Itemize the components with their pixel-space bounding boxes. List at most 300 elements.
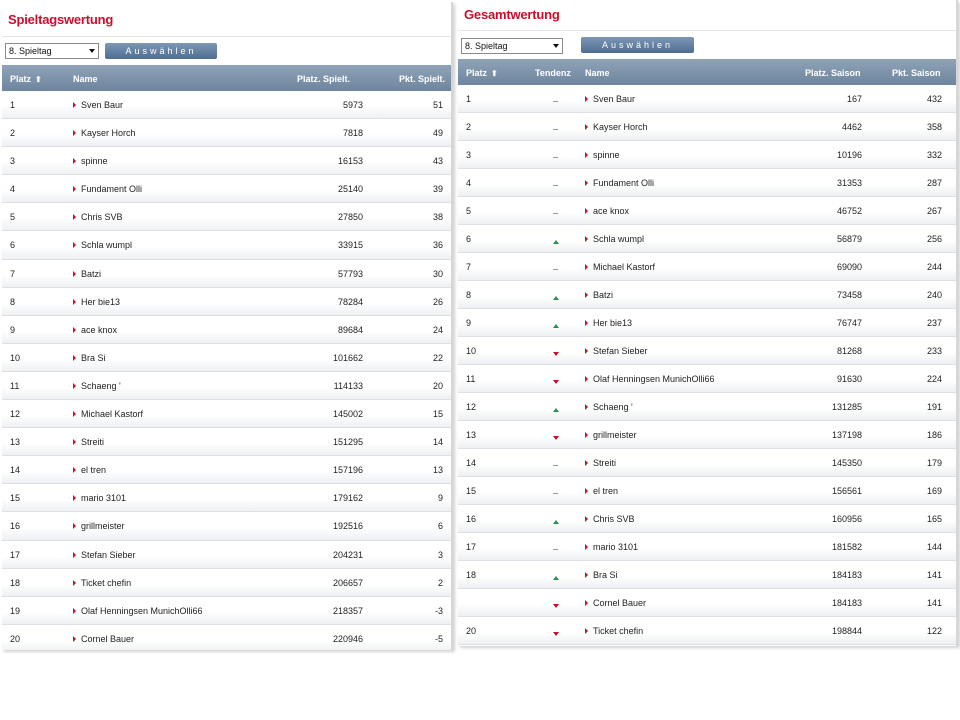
cell-platz-saison: 181582 <box>831 542 862 552</box>
cell-platz: 6 <box>10 240 16 251</box>
cell-tendenz <box>553 292 559 302</box>
arrow-right-icon <box>585 376 588 382</box>
table-row <box>458 337 956 365</box>
cell-platz: 16 <box>10 521 21 532</box>
player-name-link[interactable]: Stefan Sieber <box>81 549 136 560</box>
player-name-link[interactable]: Schaeng ' <box>81 380 121 391</box>
table-row <box>458 141 956 169</box>
table-row <box>458 253 956 281</box>
arrow-right-icon <box>73 608 76 614</box>
cell-name[interactable] <box>73 156 108 166</box>
cell-tendenz <box>553 404 559 414</box>
cell-name[interactable] <box>585 122 648 132</box>
cell-platz-spielt: 7818 <box>342 128 363 139</box>
cell-platz-spielt: 218357 <box>332 605 363 616</box>
cell-platz-spielt: 27850 <box>337 212 363 223</box>
table-row <box>2 569 451 597</box>
cell-pkt-spielt: 3 <box>437 549 443 560</box>
table-row <box>2 316 451 344</box>
table-row <box>458 365 956 393</box>
cell-tendenz <box>553 600 559 610</box>
cell-name[interactable] <box>73 212 123 222</box>
player-name-link[interactable]: Schla wumpl <box>81 240 133 251</box>
dash-icon <box>553 213 558 214</box>
player-name-link[interactable]: Stefan Sieber <box>593 346 648 356</box>
triangle-up-icon <box>553 408 559 412</box>
arrow-right-icon <box>73 411 76 417</box>
triangle-down-icon <box>553 436 559 440</box>
select-value: 8. Spieltag <box>465 41 508 51</box>
cell-pkt-spielt: 13 <box>432 465 443 476</box>
cell-platz-saison: 137198 <box>831 430 862 440</box>
player-name-link[interactable]: Chris SVB <box>593 514 635 524</box>
arrow-right-icon <box>73 271 76 277</box>
player-name-link[interactable]: spinne <box>593 150 620 160</box>
cell-platz: 18 <box>466 570 477 580</box>
player-name-link[interactable]: Michael Kastorf <box>593 262 656 272</box>
player-name-link[interactable]: Olaf Henningsen MunichOlli66 <box>593 374 715 384</box>
player-name-link[interactable]: Her bie13 <box>593 318 633 328</box>
arrow-right-icon <box>73 383 76 389</box>
cell-platz-saison: 131285 <box>831 402 862 412</box>
dash-icon <box>553 269 558 270</box>
triangle-down-icon <box>553 604 559 608</box>
header-platz-saison[interactable]: Platz. Saison <box>805 68 861 78</box>
cell-name[interactable] <box>585 402 633 412</box>
cell-name[interactable] <box>73 465 106 475</box>
cell-platz: 8 <box>10 296 16 307</box>
cell-platz: 9 <box>10 324 16 335</box>
player-name-link[interactable]: mario 3101 <box>81 493 127 504</box>
cell-name[interactable] <box>73 437 104 447</box>
header-tendenz[interactable]: Tendenz <box>535 68 571 78</box>
cell-platz-spielt: 16153 <box>337 156 363 167</box>
cell-pkt-spielt: 49 <box>432 128 443 139</box>
table-row <box>458 281 956 309</box>
dash-icon <box>553 101 558 102</box>
right-table-body <box>458 85 956 645</box>
cell-tendenz <box>553 516 559 526</box>
cell-pkt-spielt: 9 <box>437 493 443 504</box>
cell-pkt-spielt: 14 <box>432 437 443 448</box>
player-name-link[interactable]: Her bie13 <box>81 296 121 307</box>
cell-platz: 13 <box>466 430 477 440</box>
cell-pkt-spielt: -3 <box>434 605 443 616</box>
table-row <box>458 561 956 589</box>
cell-platz-saison: 73458 <box>836 290 862 300</box>
cell-platz: 6 <box>466 234 472 244</box>
arrow-right-icon <box>73 327 76 333</box>
table-row <box>2 175 451 203</box>
arrow-right-icon <box>585 488 588 494</box>
divider <box>2 36 451 37</box>
cell-platz-saison: 198844 <box>831 626 862 636</box>
cell-platz-saison: 4462 <box>841 122 862 132</box>
cell-pkt-spielt: 15 <box>432 409 443 420</box>
cell-tendenz <box>553 208 558 218</box>
cell-name[interactable] <box>73 184 142 194</box>
table-row <box>2 484 451 512</box>
cell-pkt-saison: 358 <box>926 122 942 132</box>
cell-platz: 19 <box>10 605 21 616</box>
cell-platz-saison: 156561 <box>831 486 862 496</box>
cell-platz-saison: 145350 <box>831 458 862 468</box>
cell-name[interactable] <box>73 606 203 616</box>
triangle-down-icon <box>553 380 559 384</box>
cell-name[interactable] <box>585 346 648 356</box>
triangle-up-icon <box>553 576 559 580</box>
arrow-right-icon <box>585 516 588 522</box>
cell-name[interactable] <box>585 430 637 440</box>
arrow-right-icon <box>73 355 76 361</box>
player-name-link[interactable]: Streiti <box>81 437 105 448</box>
arrow-right-icon <box>73 299 76 305</box>
cell-platz: 15 <box>466 486 477 496</box>
cell-name[interactable] <box>585 514 635 524</box>
cell-pkt-saison: 191 <box>926 402 942 412</box>
table-row <box>2 428 451 456</box>
cell-platz-saison: 81268 <box>836 346 862 356</box>
arrow-right-icon <box>585 348 588 354</box>
cell-platz-saison: 76747 <box>836 318 862 328</box>
header-name[interactable]: Name <box>73 74 98 84</box>
cell-pkt-saison: 432 <box>926 94 942 104</box>
table-row <box>2 597 451 625</box>
player-name-link[interactable]: Cornel Bauer <box>593 598 647 608</box>
cell-platz: 5 <box>10 212 16 223</box>
cell-platz-spielt: 192516 <box>332 521 363 532</box>
cell-name[interactable] <box>73 100 123 110</box>
cell-pkt-saison: 244 <box>926 262 942 272</box>
arrow-right-icon <box>585 320 588 326</box>
auswaehlen-button[interactable]: Auswählen <box>581 37 694 53</box>
cell-platz-saison: 31353 <box>836 178 862 188</box>
arrow-right-icon <box>585 544 588 550</box>
player-name-link[interactable]: Kayser Horch <box>81 128 136 139</box>
table-header <box>2 65 451 91</box>
table-row <box>458 225 956 253</box>
table-row <box>458 113 956 141</box>
cell-name[interactable] <box>73 409 143 419</box>
cell-platz: 2 <box>10 128 16 139</box>
cell-name[interactable] <box>73 240 132 250</box>
dash-icon <box>553 465 558 466</box>
table-row <box>2 288 451 316</box>
cell-platz-saison: 91630 <box>836 374 862 384</box>
cell-platz-spielt: 204231 <box>332 549 363 560</box>
spieltag-select[interactable] <box>5 43 99 59</box>
divider <box>458 30 956 31</box>
cell-platz-saison: 69090 <box>836 262 862 272</box>
arrow-right-icon <box>73 186 76 192</box>
arrow-right-icon <box>585 208 588 214</box>
cell-name[interactable] <box>73 128 136 138</box>
cell-name[interactable] <box>73 521 125 531</box>
arrow-right-icon <box>73 552 76 558</box>
arrow-right-icon <box>585 124 588 130</box>
triangle-up-icon <box>553 296 559 300</box>
cell-platz-spielt: 78284 <box>337 296 363 307</box>
cell-platz: 3 <box>10 156 16 167</box>
header-name[interactable]: Name <box>585 68 610 78</box>
cell-name[interactable] <box>585 542 638 552</box>
table-row <box>2 119 451 147</box>
cell-tendenz <box>553 544 558 554</box>
cell-platz: 17 <box>10 549 21 560</box>
player-name-link[interactable]: ace knox <box>593 206 630 216</box>
header-pkt-saison[interactable]: Pkt. Saison <box>892 68 941 78</box>
table-header <box>458 59 956 85</box>
cell-platz: 14 <box>466 458 477 468</box>
cell-name[interactable] <box>585 458 616 468</box>
cell-pkt-saison: 267 <box>926 206 942 216</box>
cell-pkt-spielt: 51 <box>432 100 443 110</box>
table-row <box>2 541 451 569</box>
cell-tendenz <box>553 572 559 582</box>
triangle-up-icon <box>553 324 559 328</box>
cell-platz: 17 <box>466 542 477 552</box>
chevron-down-icon <box>89 49 95 53</box>
player-name-link[interactable]: Streiti <box>593 458 617 468</box>
cell-pkt-spielt: 39 <box>432 184 443 195</box>
header-platz-label: Platz <box>10 74 32 84</box>
cell-pkt-spielt: 20 <box>432 380 443 391</box>
cell-platz: 1 <box>466 94 472 104</box>
cell-name[interactable] <box>585 206 629 216</box>
cell-pkt-spielt: 38 <box>432 212 443 223</box>
cell-platz: 20 <box>466 626 477 636</box>
select-value: 8. Spieltag <box>9 46 52 56</box>
panel-title: Spieltagswertung <box>8 12 114 27</box>
player-name-link[interactable]: spinne <box>81 156 108 167</box>
triangle-up-icon <box>553 240 559 244</box>
dash-icon <box>553 185 558 186</box>
cell-platz: 12 <box>10 409 21 420</box>
player-name-link[interactable]: Sven Baur <box>81 100 124 110</box>
arrow-right-icon <box>73 130 76 136</box>
table-row <box>2 203 451 231</box>
cell-pkt-saison: 332 <box>926 150 942 160</box>
auswaehlen-button[interactable]: Auswählen <box>105 43 217 59</box>
cell-name[interactable] <box>585 178 654 188</box>
table-row <box>2 147 451 175</box>
player-name-link[interactable]: Sven Baur <box>593 94 636 104</box>
cell-name[interactable] <box>585 150 620 160</box>
cell-tendenz <box>553 236 559 246</box>
cell-name[interactable] <box>585 570 618 580</box>
cell-pkt-saison: 122 <box>926 626 942 636</box>
dash-icon <box>553 129 558 130</box>
cell-platz: 15 <box>10 493 21 504</box>
cell-name[interactable] <box>73 578 131 588</box>
player-name-link[interactable]: Schla wumpl <box>593 234 645 244</box>
table-row <box>458 477 956 505</box>
cell-name[interactable] <box>73 269 101 279</box>
arrow-right-icon <box>585 460 588 466</box>
player-name-link[interactable]: Michael Kastorf <box>81 409 144 420</box>
player-name-link[interactable]: el tren <box>593 486 619 496</box>
player-name-link[interactable]: Bra Si <box>81 352 106 363</box>
table-row <box>2 260 451 288</box>
player-name-link[interactable]: el tren <box>81 465 107 476</box>
cell-platz: 12 <box>466 402 477 412</box>
cell-tendenz <box>553 460 558 470</box>
cell-platz-spielt: 151295 <box>332 437 363 448</box>
cell-name[interactable] <box>585 234 644 244</box>
cell-platz: 13 <box>10 437 21 448</box>
cell-platz-spielt: 89684 <box>337 324 363 335</box>
cell-tendenz <box>553 124 558 134</box>
cell-name[interactable] <box>73 493 126 503</box>
table-row <box>2 344 451 372</box>
cell-pkt-spielt: 30 <box>432 268 443 279</box>
header-platz[interactable] <box>10 74 42 84</box>
cell-name[interactable] <box>585 626 643 636</box>
cell-pkt-saison: 169 <box>926 486 942 496</box>
cell-platz: 1 <box>10 100 16 110</box>
triangle-down-icon <box>553 632 559 636</box>
gesamtwertung-panel <box>458 0 958 646</box>
arrow-right-icon <box>585 96 588 102</box>
player-name-link[interactable]: Cornel Bauer <box>81 633 135 644</box>
cell-pkt-saison: 165 <box>926 514 942 524</box>
triangle-up-icon <box>553 520 559 524</box>
player-name-link[interactable]: Olaf Henningsen MunichOlli66 <box>81 605 203 616</box>
cell-platz: 11 <box>466 374 476 384</box>
cell-platz-saison: 184183 <box>831 598 862 608</box>
cell-pkt-saison: 141 <box>926 598 942 608</box>
cell-pkt-spielt: 2 <box>437 577 443 588</box>
player-name-link[interactable]: Ticket chefin <box>81 577 132 588</box>
cell-pkt-spielt: 6 <box>437 521 443 532</box>
cell-platz: 4 <box>466 178 472 188</box>
cell-platz: 3 <box>466 150 472 160</box>
table-row <box>458 197 956 225</box>
sort-up-icon: ⬆ <box>35 75 42 84</box>
arrow-right-icon <box>73 523 76 529</box>
cell-pkt-saison: 144 <box>926 542 942 552</box>
cell-name[interactable] <box>73 353 106 363</box>
cell-name[interactable] <box>585 262 655 272</box>
dash-icon <box>553 549 558 550</box>
cell-platz-saison: 167 <box>846 94 862 104</box>
dash-icon <box>553 493 558 494</box>
left-table-body <box>2 91 451 650</box>
table-row <box>458 85 956 113</box>
header-platz[interactable] <box>466 68 498 78</box>
cell-platz: 11 <box>10 380 20 391</box>
player-name-link[interactable]: Bra Si <box>593 570 618 580</box>
cell-pkt-spielt: 24 <box>432 324 443 335</box>
table-row <box>2 456 451 484</box>
cell-pkt-saison: 240 <box>926 290 942 300</box>
cell-platz-spielt: 220946 <box>332 633 363 644</box>
cell-tendenz <box>553 96 558 106</box>
arrow-right-icon <box>73 158 76 164</box>
cell-name[interactable] <box>73 550 136 560</box>
cell-platz-spielt: 101662 <box>332 352 363 363</box>
cell-pkt-spielt: 43 <box>432 156 443 167</box>
player-name-link[interactable]: Batzi <box>593 290 614 300</box>
player-name-link[interactable]: Ticket chefin <box>593 626 644 636</box>
arrow-right-icon <box>73 214 76 220</box>
cell-pkt-saison: 233 <box>926 346 942 356</box>
arrow-right-icon <box>585 180 588 186</box>
arrow-right-icon <box>585 628 588 634</box>
spieltagswertung-panel <box>2 2 453 650</box>
cell-name[interactable] <box>73 634 134 644</box>
cell-name[interactable] <box>585 598 646 608</box>
cell-platz-spielt: 57793 <box>337 268 363 279</box>
table-row <box>458 617 956 645</box>
arrow-right-icon <box>73 580 76 586</box>
cell-name[interactable] <box>585 486 618 496</box>
cell-platz-spielt: 114133 <box>333 380 363 391</box>
cell-tendenz <box>553 488 558 498</box>
table-row <box>2 512 451 540</box>
panel-title: Gesamtwertung <box>464 7 560 22</box>
cell-name[interactable] <box>73 297 120 307</box>
cell-name[interactable] <box>585 318 632 328</box>
cell-pkt-saison: 179 <box>926 458 942 468</box>
cell-tendenz <box>553 152 558 162</box>
cell-tendenz <box>553 264 558 274</box>
cell-platz: 16 <box>466 514 477 524</box>
cell-platz-spielt: 33915 <box>337 240 363 251</box>
cell-platz: 2 <box>466 122 472 132</box>
cell-name[interactable] <box>73 325 117 335</box>
cell-pkt-saison: 237 <box>926 318 942 328</box>
player-name-link[interactable]: Schaeng ' <box>593 402 633 412</box>
cell-platz: 18 <box>10 577 21 588</box>
table-row <box>458 533 956 561</box>
player-name-link[interactable]: Fundament Olli <box>81 184 143 195</box>
table-row <box>458 589 956 617</box>
arrow-right-icon <box>585 264 588 270</box>
player-name-link[interactable]: Chris SVB <box>81 212 123 223</box>
table-row <box>2 400 451 428</box>
spieltag-select[interactable] <box>461 38 563 54</box>
cell-name[interactable] <box>73 381 121 391</box>
arrow-right-icon <box>73 467 76 473</box>
header-pkt-spielt[interactable]: Pkt. Spielt. <box>399 74 446 84</box>
player-name-link[interactable]: Kayser Horch <box>593 122 648 132</box>
header-platz-spielt[interactable]: Platz. Spielt. <box>297 74 351 84</box>
arrow-right-icon <box>585 152 588 158</box>
player-name-link[interactable]: ace knox <box>81 324 118 335</box>
cell-platz: 10 <box>466 346 477 356</box>
table-row <box>458 449 956 477</box>
table-row <box>2 91 451 119</box>
player-name-link[interactable]: Fundament Olli <box>593 178 655 188</box>
arrow-right-icon <box>585 572 588 578</box>
arrow-right-icon <box>585 236 588 242</box>
cell-tendenz <box>553 180 558 190</box>
arrow-right-icon <box>73 439 76 445</box>
cell-tendenz <box>553 432 559 442</box>
cell-name[interactable] <box>585 290 613 300</box>
cell-platz: 7 <box>466 262 472 272</box>
player-name-link[interactable]: grillmeister <box>81 521 125 532</box>
player-name-link[interactable]: grillmeister <box>593 430 637 440</box>
table-row <box>2 625 451 650</box>
cell-platz-saison: 184183 <box>831 570 862 580</box>
player-name-link[interactable]: mario 3101 <box>593 542 639 552</box>
cell-name[interactable] <box>585 374 715 384</box>
cell-name[interactable] <box>585 94 635 104</box>
triangle-down-icon <box>553 352 559 356</box>
player-name-link[interactable]: Batzi <box>81 268 102 279</box>
